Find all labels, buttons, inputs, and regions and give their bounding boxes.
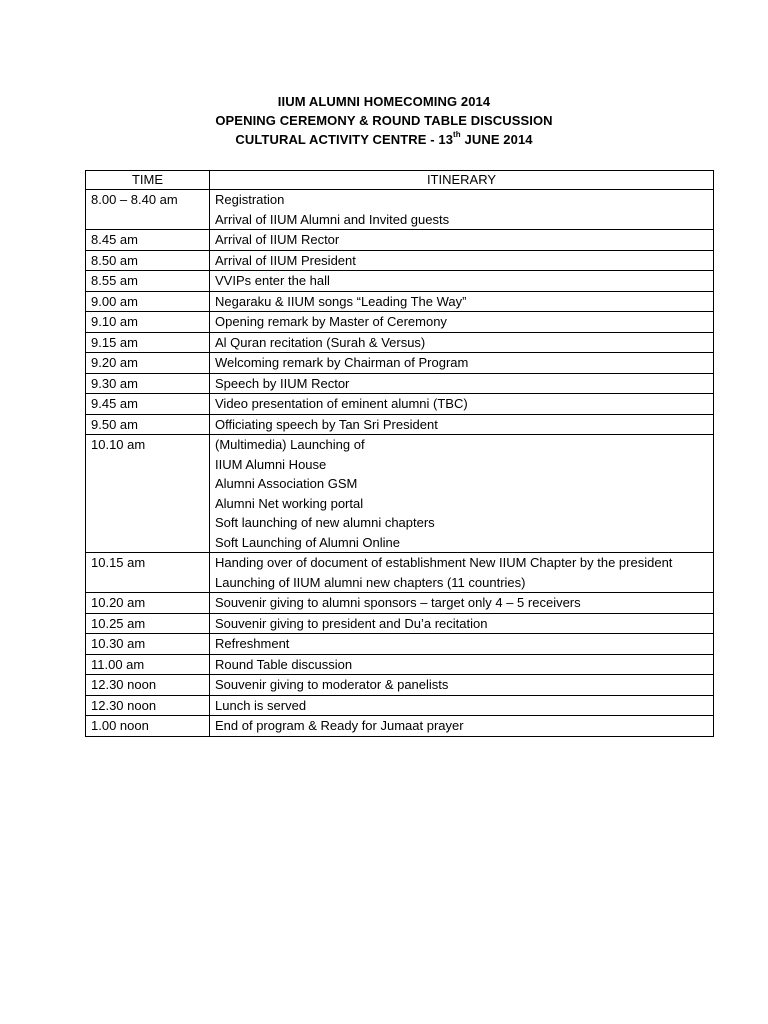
time-cell: 8.50 am bbox=[86, 250, 210, 271]
document-heading bbox=[0, 92, 768, 149]
time-cell: 10.20 am bbox=[86, 593, 210, 614]
table-row bbox=[86, 553, 714, 593]
table-row bbox=[86, 291, 714, 312]
heading-subtitle: OPENING CEREMONY & ROUND TABLE DISCUSSION bbox=[215, 113, 553, 128]
table-row bbox=[86, 312, 714, 333]
table-row bbox=[86, 695, 714, 716]
itinerary-item: Souvenir giving to president and Du’a recitation bbox=[215, 615, 488, 631]
itinerary-cell bbox=[210, 695, 714, 716]
time-cell: 10.15 am bbox=[86, 553, 210, 593]
itinerary-cell bbox=[210, 353, 714, 374]
itinerary-item: Alumni Net working portal bbox=[215, 495, 364, 511]
time-cell: 1.00 noon bbox=[86, 716, 210, 737]
itinerary-cell bbox=[210, 394, 714, 415]
heading-venue: CULTURAL ACTIVITY CENTRE - 13 bbox=[235, 132, 454, 147]
heading-month-year: JUNE 2014 bbox=[460, 132, 533, 147]
itinerary-cell bbox=[210, 654, 714, 675]
itinerary-cell bbox=[210, 332, 714, 353]
time-cell: 12.30 noon bbox=[86, 675, 210, 696]
itinerary-item: Officiating speech by Tan Sri President bbox=[215, 416, 438, 432]
time-cell: 10.30 am bbox=[86, 634, 210, 655]
table-row bbox=[86, 353, 714, 374]
itinerary-item: Video presentation of eminent alumni (TBC) bbox=[215, 396, 468, 411]
heading-venue-date bbox=[0, 130, 768, 149]
table-row bbox=[86, 593, 714, 614]
time-cell: 9.20 am bbox=[86, 353, 210, 374]
itinerary-item: Round Table discussion bbox=[215, 656, 353, 672]
table-row bbox=[86, 634, 714, 655]
table-row bbox=[86, 250, 714, 271]
itinerary-cell bbox=[210, 312, 714, 333]
heading-title: IIUM ALUMNI HOMECOMING 2014 bbox=[277, 94, 491, 109]
time-cell: 10.10 am bbox=[86, 435, 210, 553]
table-row bbox=[86, 613, 714, 634]
itinerary-item: Arrival of IIUM Rector bbox=[215, 232, 340, 247]
table-row bbox=[86, 414, 714, 435]
itinerary-item: Lunch is served bbox=[215, 697, 307, 713]
itinerary-item: Alumni Association GSM bbox=[215, 476, 358, 491]
itinerary-item: Registration bbox=[215, 192, 285, 207]
itinerary-item: Al Quran recitation (Surah & Versus) bbox=[215, 334, 426, 350]
itinerary-cell bbox=[210, 414, 714, 435]
table-row bbox=[86, 332, 714, 353]
time-cell: 8.45 am bbox=[86, 230, 210, 251]
table-row bbox=[86, 654, 714, 675]
table-row bbox=[86, 190, 714, 230]
itinerary-item: Soft launching of new alumni chapters bbox=[215, 515, 435, 530]
itinerary-item: Arrival of IIUM President bbox=[215, 252, 356, 268]
itinerary-cell bbox=[210, 613, 714, 634]
time-cell: 9.15 am bbox=[86, 332, 210, 353]
itinerary-cell bbox=[210, 373, 714, 394]
time-cell: 12.30 noon bbox=[86, 695, 210, 716]
itinerary-item: Speech by IIUM Rector bbox=[215, 375, 350, 391]
itinerary-item: (Multimedia) Launching of bbox=[215, 437, 365, 452]
itinerary-cell bbox=[210, 291, 714, 312]
itinerary-item: Arrival of IIUM Alumni and Invited guests bbox=[215, 211, 450, 227]
itinerary-cell bbox=[210, 593, 714, 614]
itinerary-item: End of program & Ready for Jumaat prayer bbox=[215, 718, 464, 733]
itinerary-item: Souvenir giving to moderator & panelists bbox=[215, 677, 449, 692]
itinerary-cell bbox=[210, 553, 714, 593]
time-cell: 9.30 am bbox=[86, 373, 210, 394]
table-row bbox=[86, 716, 714, 737]
itinerary-cell bbox=[210, 634, 714, 655]
itinerary-cell bbox=[210, 435, 714, 553]
itinerary-cell bbox=[210, 190, 714, 230]
itinerary-item: VVIPs enter the hall bbox=[215, 273, 330, 288]
time-cell: 11.00 am bbox=[86, 654, 210, 675]
time-cell: 9.50 am bbox=[86, 414, 210, 435]
itinerary-column-header: ITINERARY bbox=[210, 171, 714, 190]
table-row bbox=[86, 435, 714, 553]
time-cell: 9.00 am bbox=[86, 291, 210, 312]
itinerary-cell bbox=[210, 250, 714, 271]
table-row bbox=[86, 373, 714, 394]
itinerary-item: Soft Launching of Alumni Online bbox=[215, 534, 401, 550]
table-row bbox=[86, 230, 714, 251]
time-cell: 10.25 am bbox=[86, 613, 210, 634]
time-column-header: TIME bbox=[86, 171, 210, 190]
itinerary-cell bbox=[210, 675, 714, 696]
itinerary-item: Handing over of document of establishment New IIUM Chapter by the president Launching of IIUM alumni new chapters (11 countries) bbox=[215, 555, 673, 590]
itinerary-cell bbox=[210, 271, 714, 292]
itinerary-cell bbox=[210, 716, 714, 737]
schedule-body bbox=[86, 190, 714, 737]
itinerary-item: Negaraku & IIUM songs “Leading The Way” bbox=[215, 293, 467, 309]
time-cell: 9.45 am bbox=[86, 394, 210, 415]
time-cell: 8.55 am bbox=[86, 271, 210, 292]
time-cell: 9.10 am bbox=[86, 312, 210, 333]
itinerary-item: IIUM Alumni House bbox=[215, 456, 327, 472]
itinerary-item: Souvenir giving to alumni sponsors – target only 4 – 5 receivers bbox=[215, 595, 581, 610]
itinerary-item: Opening remark by Master of Ceremony bbox=[215, 314, 447, 329]
table-row bbox=[86, 394, 714, 415]
table-row bbox=[86, 675, 714, 696]
table-row bbox=[86, 271, 714, 292]
schedule-table bbox=[85, 170, 714, 737]
heading-date-suffix: th bbox=[453, 129, 461, 139]
itinerary-item: Refreshment bbox=[215, 636, 290, 651]
time-cell: 8.00 – 8.40 am bbox=[86, 190, 210, 230]
itinerary-cell bbox=[210, 230, 714, 251]
itinerary-item: Welcoming remark by Chairman of Program bbox=[215, 355, 469, 370]
table-header-row bbox=[86, 171, 714, 190]
